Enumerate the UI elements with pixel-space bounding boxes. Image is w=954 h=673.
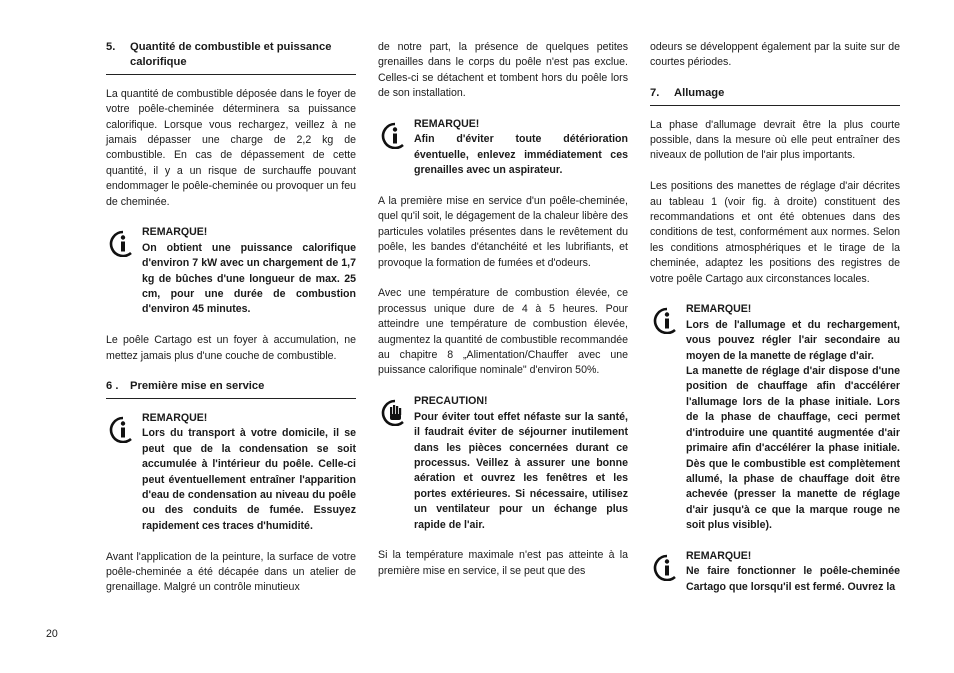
paragraph: Le poêle Cartago est un foyer à accumulation, ne mettez jamais plus d'une couche de combustible. (106, 334, 356, 362)
note-text: Afin d'éviter toute détérioration éventuelle, enlevez immédiatement ces grenailles avec un aspirateur. (414, 133, 628, 177)
section-6-heading (106, 379, 356, 398)
paragraph: Les positions des manettes de réglage d'air décrites au tableau 1 (voir fig. à droite) constituent des recommandations et ont été obtenues dans des conditions de test, conformément aux normes. Selon les conditions atmosphériques et le tirage de la cheminée, adaptez les positions des registres de votre poêle Cartago aux circonstances locales. (650, 180, 900, 285)
info-icon (652, 306, 682, 334)
section-5-heading (106, 40, 356, 75)
note-box (378, 117, 628, 179)
paragraph: La quantité de combustible déposée dans le foyer de votre poêle-cheminée déterminera sa puissance calorifique. Lorsque vous rechargez, veillez à ne jamais dépasser une charge de 2,2 kg de combustible. En cas de dépassement de cette quantité, il y a un risque de surchauffe pouvant endommager le poêle-cheminée ou provoquer un feu de cheminée. (106, 87, 356, 208)
section-7-heading (650, 86, 900, 105)
info-icon (652, 553, 682, 581)
note-title: REMARQUE! (142, 411, 208, 424)
paragraph: Avec une température de combustion élevée, ce processus unique dure de 4 à 5 heures. Pour atteindre une température de combustion élevée, augmentez la quantité de combustible recommandée au chapitre 8 „Alimentation/Chauffer avec une puissance calorifique nominale" d'environ 50%. (378, 287, 628, 377)
section-number: 5. (106, 41, 116, 53)
info-icon (108, 415, 138, 443)
paragraph: La phase d'allumage devrait être la plus courte possible, dans la mesure où elle peut entraîner des niveaux de pollution de l'air plus importants. (650, 118, 900, 162)
note-title: REMARQUE! (142, 226, 208, 239)
note-title: REMARQUE! (686, 303, 752, 316)
paragraph: A la première mise en service d'un poêle-cheminée, quel qu'il soit, le dégagement de la chaleur libère des particules volatiles présentes dans le revêtement du poêle, les bandes d'étanchéité et les lubrifiants, et provoque la formation de fumées et d'odeurs. (378, 195, 628, 269)
section-title: Quantité de combustible et puissance calorifique (130, 41, 332, 69)
paragraph: Si la température maximale n'est pas atteinte à la première mise en service, il se peut que des (378, 549, 628, 577)
section-title: Allumage (674, 87, 725, 100)
info-icon (108, 229, 138, 257)
caution-hand-icon (380, 398, 410, 426)
note-box (106, 411, 356, 534)
section-number: 7. (650, 87, 660, 100)
note-text: La manette de réglage d'air dispose d'une position de chauffage afin d'accélérer l'allumage lors de la phase initiale. Lors de la phase de chauffage, ceci permet d'introduire une quantité augmentée d'air primaire afin d'accélérer la phase initiale. Dès que le combustible est complètement allumé, la phase de chauffage doit être achevée (presser la manette de réglage d'air jusqu'à ce que la marque rouge ne soit plus visible). (686, 365, 900, 532)
page-number: 20 (46, 628, 58, 640)
section-number: 6 . (106, 380, 119, 393)
info-icon (380, 121, 410, 149)
caution-title: PRECAUTION! (414, 395, 488, 408)
note-box (106, 225, 356, 317)
paragraph: de notre part, la présence de quelques petites grenailles dans le corps du poêle n'est pas exclue. Celles-ci se détachent et tombent hors du poêle lors de son installation. (378, 41, 628, 100)
note-box (650, 302, 900, 533)
note-text: Lors du transport à votre domicile, il se peut que de la condensation se soit accumulée à l'intérieur du poêle. Celle-ci peut éventuellement entraîner l'apparition d'eau de condensation au niveau du poêle ou des conduits de fumée. Essuyez rapidement ces traces d'humidité. (142, 427, 356, 532)
column-middle (378, 40, 628, 579)
section-title: Première mise en service (130, 380, 265, 393)
paragraph: odeurs se développent également par la suite sur de courtes périodes. (650, 41, 900, 69)
caution-box (378, 394, 628, 533)
note-box (650, 549, 900, 595)
note-text: Ne faire fonctionner le poêle-cheminée Cartago que lorsqu'il est fermé. Ouvrez la (686, 565, 900, 593)
note-text: On obtient une puissance calorifique d'environ 7 kW avec un chargement de 1,7 kg de bûches d'une longueur de max. 25 cm, pour une durée de combustion d'environ 45 minutes. (142, 241, 356, 316)
paragraph: Avant l'application de la peinture, la surface de votre poêle-cheminée a été décapée dans un atelier de grenaillage. Malgré un contrôle minutieux (106, 550, 356, 594)
note-title: REMARQUE! (686, 549, 752, 562)
column-left (106, 40, 356, 596)
note-text: Lors de l'allumage et du rechargement, vous pouvez régler l'air secondaire au moyen de la manette de réglage d'air. (686, 318, 900, 362)
caution-text: Pour éviter tout effet néfaste sur la santé, il faudrait éviter de séjourner inutilement dans les pièces concernées durant ce processus. Veillez à assurer une bonne aération et ouvrez les fenêtres et les portes extérieures. Si nécessaire, utilisez un ventilateur pour un échange plus rapide de l'air. (414, 410, 628, 531)
note-title: REMARQUE! (414, 118, 480, 131)
column-right (650, 40, 900, 595)
